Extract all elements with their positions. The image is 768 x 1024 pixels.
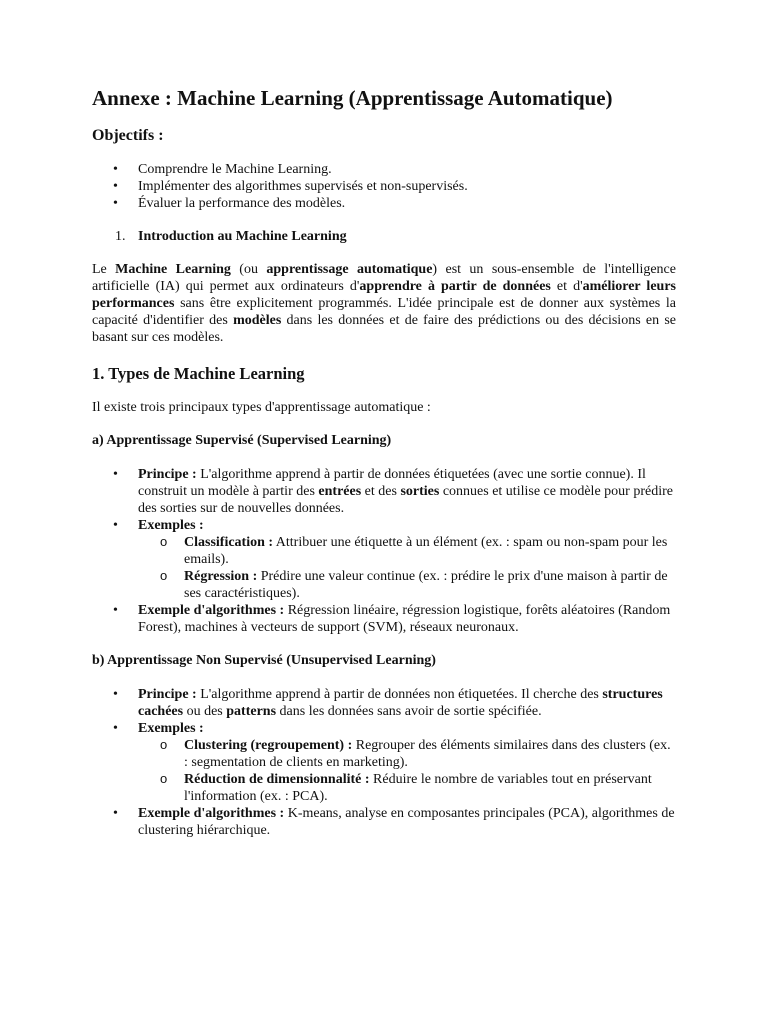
document-body: [92, 84, 676, 839]
item-label: Réduction de dimensionnalité :: [184, 772, 370, 787]
list-item: [92, 602, 676, 636]
types-heading: 1. Types de Machine Learning: [92, 364, 305, 383]
item-label: Classification :: [184, 535, 274, 550]
item-text: Attribuer une étiquette à un élément (ex. : spam ou non-spam pour les emails).: [184, 535, 668, 567]
item-label: Principe :: [138, 687, 197, 702]
sub-list-item: [138, 771, 676, 805]
item-text: K-means, analyse en composantes principales (PCA), algorithmes de clustering hiérarchique.: [138, 806, 675, 838]
intro-text: et d': [550, 279, 583, 294]
item-text: ou des: [183, 704, 227, 719]
item-label: Exemple d'algorithmes :: [138, 806, 285, 821]
intro-text: Le: [92, 262, 116, 277]
item-text: L'algorithme apprend à partir de données étiquetées (avec une sortie connue). Il construit un modèle à partir des: [138, 467, 646, 499]
intro-heading: [92, 228, 676, 245]
sub-list: [138, 534, 676, 602]
item-text: dans les données sans avoir de sortie spécifiée.: [276, 704, 542, 719]
unsupervised-heading: b) Apprentissage Non Supervisé (Unsupervised Learning): [92, 653, 436, 668]
intro-text: sans être explicitement programmés. L'idée principale est de donner aux systèmes la capacité d'identifier des: [92, 296, 676, 328]
unsupervised-list: [92, 686, 676, 839]
item-label: Régression :: [184, 569, 258, 584]
item-label: Exemples :: [138, 518, 204, 533]
item-label: Exemples :: [138, 721, 204, 736]
item-label: Clustering (regroupement) :: [184, 738, 353, 753]
item-label: Principe :: [138, 467, 197, 482]
sub-list-item: [138, 737, 676, 771]
item-bold-term: structures cachées: [138, 687, 663, 719]
item-text: et des: [361, 484, 401, 499]
intro-bold-term: modèles: [233, 313, 282, 328]
item-bold-term: patterns: [226, 704, 277, 719]
list-item: • Implémenter des algorithmes supervisés et non-supervisés.: [92, 178, 676, 195]
intro-bold-term: apprendre à partir de données: [359, 279, 551, 294]
list-item: • Évaluer la performance des modèles.: [92, 195, 676, 212]
intro-text: ) est un sous-ensemble de l'intelligence artificielle (IA) qui permet aux ordinateurs d': [92, 262, 676, 294]
types-lead: Il existe trois principaux types d'apprentissage automatique :: [92, 400, 431, 415]
supervised-heading: a) Apprentissage Supervisé (Supervised Learning): [92, 433, 392, 448]
item-text: Réduire le nombre de variables tout en préservant l'information (ex. : PCA).: [184, 772, 652, 804]
list-item: [92, 517, 676, 602]
item-label: Exemple d'algorithmes :: [138, 603, 285, 618]
sub-list-item: [138, 568, 676, 602]
item-bold-term: sorties: [400, 484, 440, 499]
intro-bold-term: Machine Learning: [115, 262, 231, 277]
intro-text: dans les données et de faire des prédictions ou des décisions en se basant sur ces modèles.: [92, 313, 677, 345]
intro-paragraph: [92, 261, 676, 346]
item-bold-term: entrées: [318, 484, 362, 499]
list-item: [92, 720, 676, 805]
intro-heading-text: Introduction au Machine Learning: [138, 229, 347, 244]
item-text: Prédire une valeur continue (ex. : prédire le prix d'une maison à partir de ses caractéristiques).: [184, 569, 668, 601]
item-text: L'algorithme apprend à partir de données non étiquetées. Il cherche des: [196, 687, 603, 702]
list-item: [92, 466, 676, 517]
intro-bold-term: apprentissage automatique: [266, 262, 433, 277]
list-item: • Comprendre le Machine Learning.: [92, 161, 676, 178]
item-text: Regrouper des éléments similaires dans des clusters (ex. : segmentation de clients en marketing).: [184, 738, 671, 770]
intro-text: (ou: [230, 262, 267, 277]
item-text: Régression linéaire, régression logistique, forêts aléatoires (Random Forest), machines à vecteurs de support (SVM), réseaux neuronaux.: [138, 603, 671, 635]
supervised-list: [92, 466, 676, 636]
objectives-heading: Objectifs :: [92, 127, 164, 144]
objectives-list: [92, 161, 676, 212]
intro-bold-term: améliorer leurs performances: [92, 279, 676, 311]
intro-number: 1.: [115, 229, 126, 244]
list-item: [92, 686, 676, 720]
item-text: connues et utilise ce modèle pour prédire des sorties sur de nouvelles données.: [138, 484, 673, 516]
document-title: Annexe : Machine Learning (Apprentissage Automatique): [92, 86, 613, 110]
sub-list: [138, 737, 676, 805]
list-item: [92, 805, 676, 839]
sub-list-item: [138, 534, 676, 568]
